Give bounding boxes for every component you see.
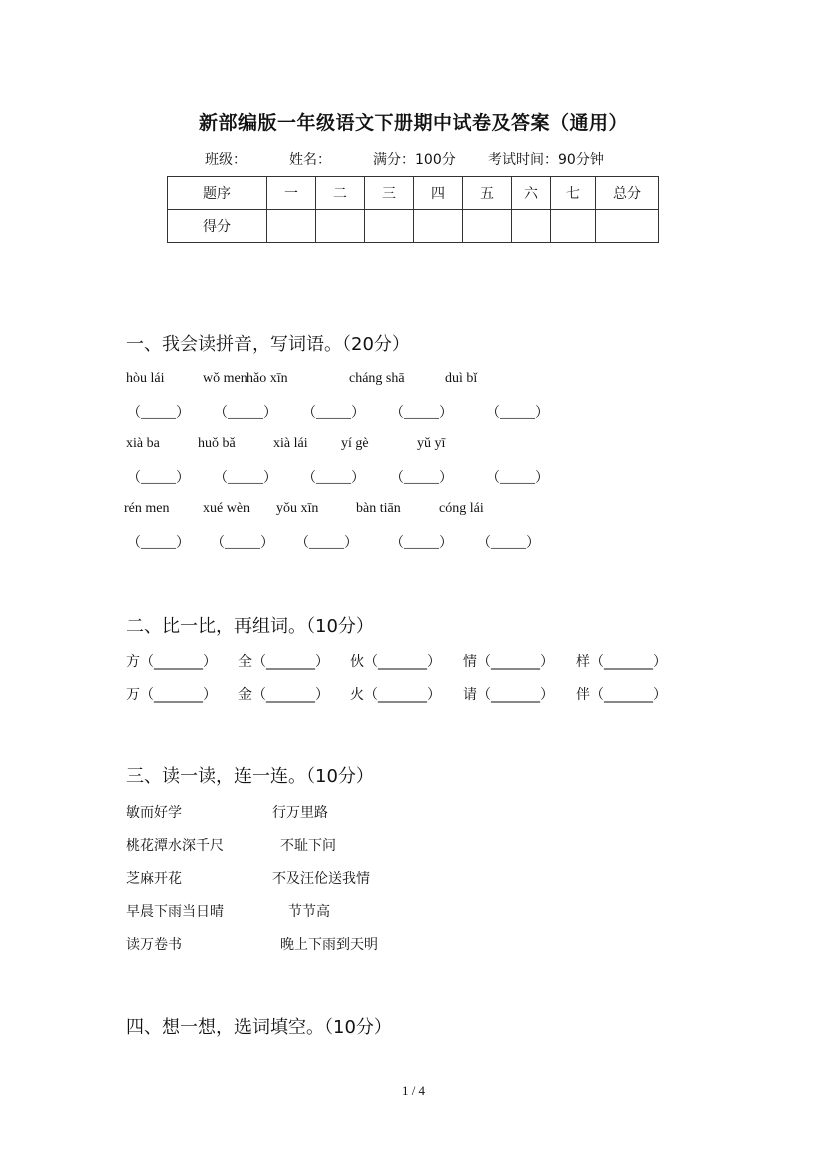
- pinyin-item: hòu lái: [126, 371, 165, 386]
- score-input-cell[interactable]: [414, 210, 463, 243]
- name-label: 姓名：: [289, 152, 331, 168]
- score-header-cell: 题序: [168, 177, 267, 210]
- section4-heading: 四、想一想，选词填空。（10分）: [126, 1017, 392, 1038]
- score-input-cell[interactable]: [365, 210, 414, 243]
- compare-item[interactable]: 请（_______）: [463, 687, 554, 703]
- score-header-cell: 二: [316, 177, 365, 210]
- score-table: [167, 176, 659, 243]
- answer-blank[interactable]: （_____）: [295, 536, 358, 551]
- compare-item[interactable]: 样（_______）: [576, 654, 667, 670]
- answer-blank[interactable]: （_____）: [127, 536, 190, 551]
- match-left-item[interactable]: 敏而好学: [126, 805, 182, 821]
- score-table-score-row: [168, 210, 659, 243]
- pinyin-item: rén men: [124, 501, 170, 516]
- compare-item[interactable]: 万（_______）: [126, 687, 217, 703]
- score-header-cell: 三: [365, 177, 414, 210]
- score-table-header-row: [168, 177, 659, 210]
- exam-time: 考试时间：90分钟: [488, 152, 604, 168]
- score-header-cell: 总分: [596, 177, 659, 210]
- answer-blank[interactable]: （_____）: [302, 406, 365, 421]
- pinyin-item: yí gè: [341, 436, 369, 451]
- score-input-cell[interactable]: [463, 210, 512, 243]
- section2-heading: 二、比一比，再组词。（10分）: [126, 616, 374, 637]
- pinyin-item: xué wèn: [203, 501, 251, 516]
- compare-item[interactable]: 情（_______）: [463, 654, 554, 670]
- match-right-item[interactable]: 不及汪伦送我情: [272, 871, 370, 887]
- answer-blank[interactable]: （_____）: [127, 471, 190, 486]
- pinyin-item: cháng shā: [349, 371, 405, 386]
- compare-item[interactable]: 伙（_______）: [350, 654, 441, 670]
- answer-blank[interactable]: （_____）: [486, 471, 549, 486]
- pinyin-item: xià ba: [126, 436, 160, 451]
- pinyin-item: yǒu xīn: [276, 501, 319, 516]
- pinyin-item: cóng lái: [439, 501, 484, 516]
- pinyin-item: hǎo xīn: [246, 371, 288, 386]
- pinyin-item: yǔ yī: [417, 436, 446, 451]
- score-header-cell: 五: [463, 177, 512, 210]
- answer-blank[interactable]: （_____）: [477, 536, 540, 551]
- pinyin-item: huǒ bǎ: [198, 436, 236, 451]
- compare-item[interactable]: 伴（_______）: [576, 687, 667, 703]
- answer-blank[interactable]: （_____）: [302, 471, 365, 486]
- score-header-cell: 六: [512, 177, 551, 210]
- page-title: 新部编版一年级语文下册期中试卷及答案（通用）: [198, 112, 628, 134]
- section3-heading: 三、读一读，连一连。（10分）: [126, 766, 374, 787]
- full-score: 满分：100分: [373, 152, 456, 168]
- match-left-item[interactable]: 桃花潭水深千尺: [126, 838, 224, 854]
- score-header-cell: 七: [551, 177, 596, 210]
- score-input-cell[interactable]: [551, 210, 596, 243]
- match-right-item[interactable]: 晚上下雨到天明: [280, 937, 378, 953]
- pinyin-item: bàn tiān: [356, 501, 401, 516]
- compare-item[interactable]: 全（_______）: [238, 654, 329, 670]
- answer-blank[interactable]: （_____）: [390, 536, 453, 551]
- page-number: 1 / 4: [401, 1083, 426, 1098]
- score-input-cell[interactable]: [267, 210, 316, 243]
- pinyin-item: duì bǐ: [445, 371, 478, 386]
- score-input-cell[interactable]: [512, 210, 551, 243]
- match-right-item[interactable]: 不耻下问: [280, 838, 336, 854]
- match-left-item[interactable]: 读万卷书: [126, 937, 182, 953]
- score-input-cell[interactable]: [316, 210, 365, 243]
- match-left-item[interactable]: 芝麻开花: [126, 871, 182, 887]
- answer-blank[interactable]: （_____）: [390, 471, 453, 486]
- match-right-item[interactable]: 行万里路: [272, 805, 328, 821]
- match-left-item[interactable]: 早晨下雨当日晴: [126, 904, 224, 920]
- answer-blank[interactable]: （_____）: [127, 406, 190, 421]
- pinyin-item: xià lái: [273, 436, 308, 451]
- score-input-cell[interactable]: [596, 210, 659, 243]
- answer-blank[interactable]: （_____）: [214, 471, 277, 486]
- answer-blank[interactable]: （_____）: [214, 406, 277, 421]
- score-header-cell: 一: [267, 177, 316, 210]
- compare-item[interactable]: 火（_______）: [350, 687, 441, 703]
- match-right-item[interactable]: 节节高: [288, 904, 330, 920]
- score-row-label: 得分: [168, 210, 267, 243]
- answer-blank[interactable]: （_____）: [211, 536, 274, 551]
- compare-item[interactable]: 方（_______）: [126, 654, 217, 670]
- answer-blank[interactable]: （_____）: [390, 406, 453, 421]
- score-header-cell: 四: [414, 177, 463, 210]
- class-label: 班级：: [205, 152, 247, 168]
- pinyin-item: wǒ men: [203, 371, 248, 386]
- section1-heading: 一、我会读拼音，写词语。（20分）: [126, 334, 410, 355]
- compare-item[interactable]: 金（_______）: [238, 687, 329, 703]
- answer-blank[interactable]: （_____）: [486, 406, 549, 421]
